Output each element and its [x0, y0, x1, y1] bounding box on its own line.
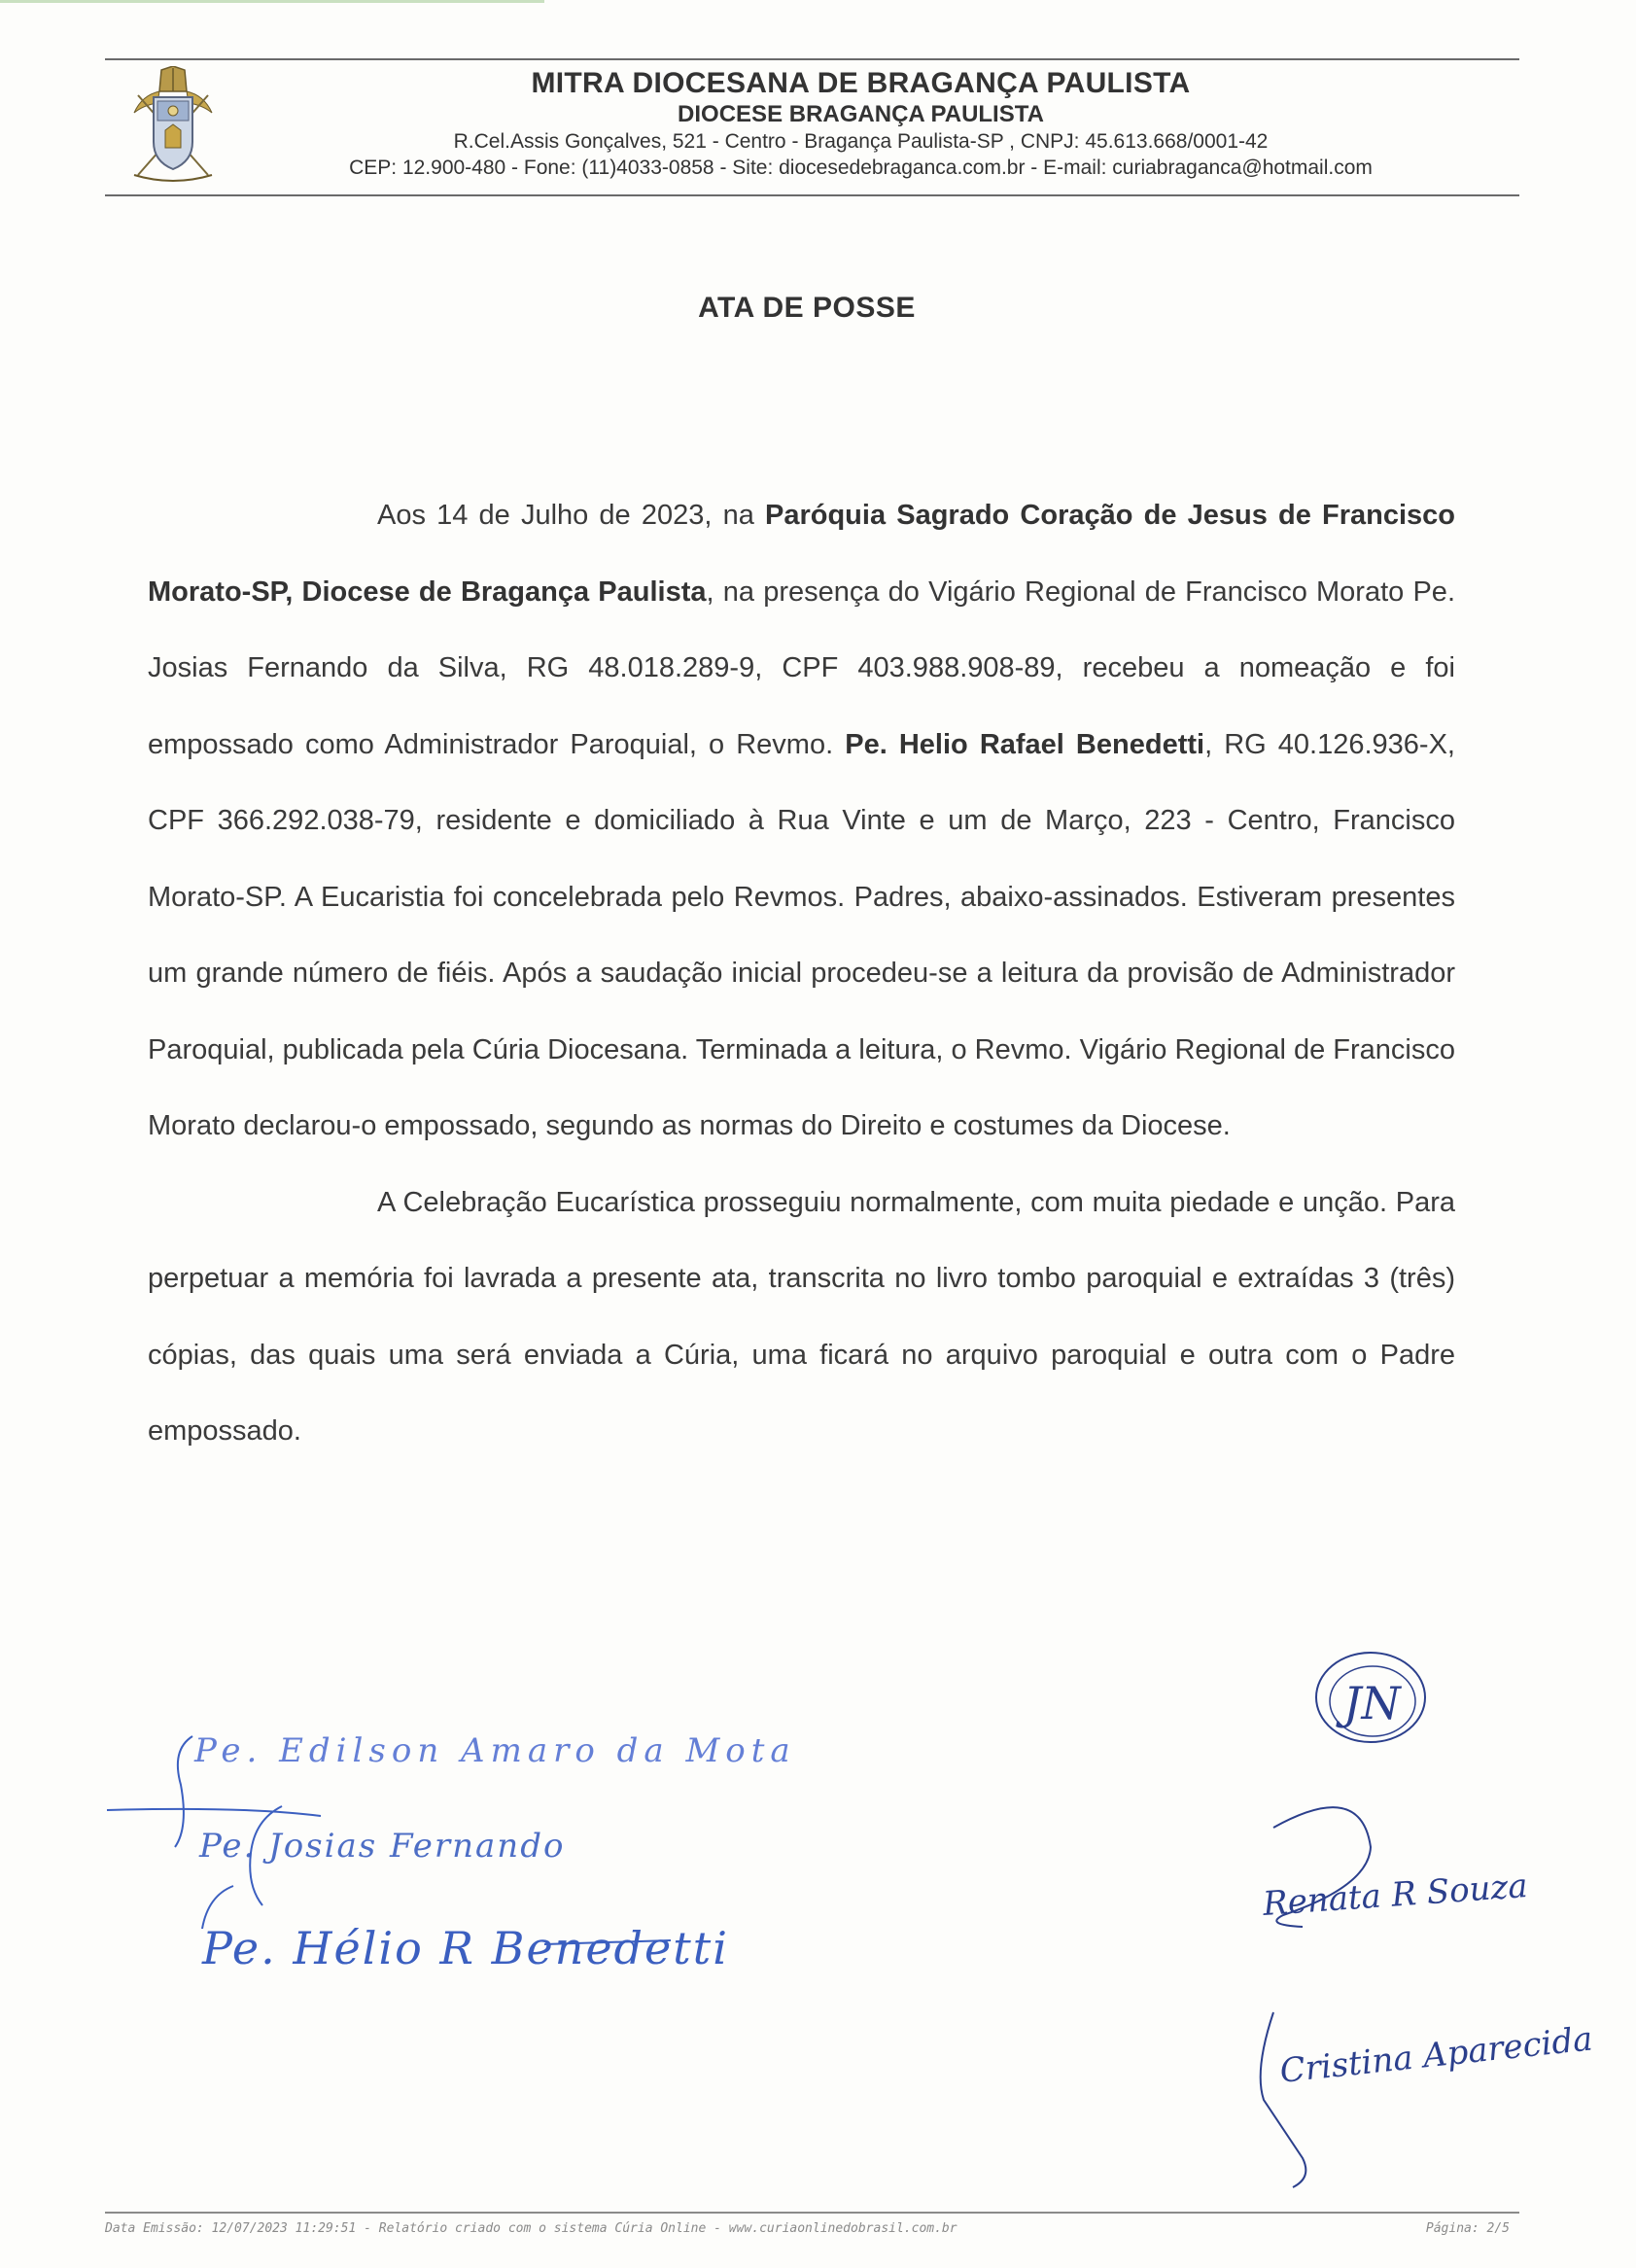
scan-edge: [0, 0, 544, 3]
signature-flourish-3: [250, 1806, 282, 1905]
header-rule-bottom: [105, 194, 1519, 196]
p1-text-2: , na presença do Vigário Regional de Francisco Morato Pe. Josias Fernando da Silva, RG 48.018.289-9, CPF 403.988.908-89, recebeu a nomeação e foi empossado como Administrador Paroquial, o Revmo.: [148, 576, 1455, 760]
document-title: ATA DE POSSE: [698, 292, 916, 324]
paragraph-1: [148, 477, 1455, 1165]
letterhead: [105, 58, 1519, 196]
document-body: [148, 477, 1455, 1470]
signature-flourish-2: [107, 1809, 321, 1816]
footer-page-number: Página: 2/5: [1425, 2221, 1510, 2236]
signature-2: Pe. Josias Fernando: [199, 1827, 566, 1866]
signature-3: Pe. Hélio R Benedetti: [202, 1922, 729, 1974]
p1-priest-name: Pe. Helio Rafael Benedetti: [845, 728, 1205, 760]
p1-text-3: , RG 40.126.936-X, CPF 366.292.038-79, residente e domiciliado à Rua Vinte e um de Março, 223 - Centro, Francisco Morato-SP. A Eucaristia foi concelebrada pelo Revmos. Padres, abaixo-assinados. Estiveram presentes um grande número de fiéis. Após a saudação inicial procedeu-se a leitura da provisão de Administrador Paroquial, publicada pela Cúria Diocesana. Terminada a leitura, o Revmo. Vigário Regional de Francisco Morato declarou-o empossado, segundo as normas do Direito e costumes da Diocese.: [148, 728, 1455, 1141]
footer-emission-info: Data Emissão: 12/07/2023 11:29:51 - Relatório criado com o sistema Cúria Online - www.curiaonlinedobrasil.com.br: [105, 2221, 957, 2236]
contact-line: CEP: 12.900-480 - Fone: (11)4033-0858 - Site: diocesedebraganca.com.br - E-mail: curiabraganca@hotmail.com: [349, 157, 1373, 179]
page-footer: [105, 2212, 1519, 2236]
signature-1: Pe. Edilson Amaro da Mota: [194, 1731, 796, 1770]
signature-initials: JN: [1343, 1677, 1401, 1729]
signature-flourish-1: [175, 1736, 192, 1847]
left-signatures: [107, 1731, 796, 1974]
signature-4: Renata R Souza: [1261, 1867, 1529, 1924]
right-signatures: [1261, 1653, 1595, 2187]
letterhead-text: [202, 66, 1519, 181]
p1-parish-name: Paróquia Sagrado Coração de Jesus de Francisco Morato-SP, Diocese de Bragança Paulista: [148, 500, 1455, 608]
paragraph-2: A Celebração Eucarística prosseguiu normalmente, com muita piedade e unção. Para perpetuar a memória foi lavrada a presente ata, transcrita no livro tombo paroquial e extraídas 3 (três) cópias, das quais uma será enviada a Cúria, uma ficará no arquivo paroquial e outra com o Padre empossado.: [148, 1186, 1455, 1447]
p1-text-1: Aos 14 de Julho de 2023, na: [377, 500, 765, 531]
diocese-name: DIOCESE BRAGANÇA PAULISTA: [678, 101, 1044, 127]
signature-flourish-4: [202, 1886, 233, 1929]
initials-circle: [1316, 1653, 1425, 1742]
signature-flourish-6: [1261, 2012, 1306, 2187]
organization-name: MITRA DIOCESANA DE BRAGANÇA PAULISTA: [531, 67, 1191, 99]
signature-5: Cristina Aparecida: [1277, 2019, 1595, 2091]
address-line: R.Cel.Assis Gonçalves, 521 - Centro - Bragança Paulista-SP , CNPJ: 45.613.668/0001-42: [453, 130, 1269, 153]
signature-flourish-5: [1273, 1807, 1371, 1927]
signature-underline-3: [544, 1940, 671, 1944]
header-rule-top: [105, 58, 1519, 60]
